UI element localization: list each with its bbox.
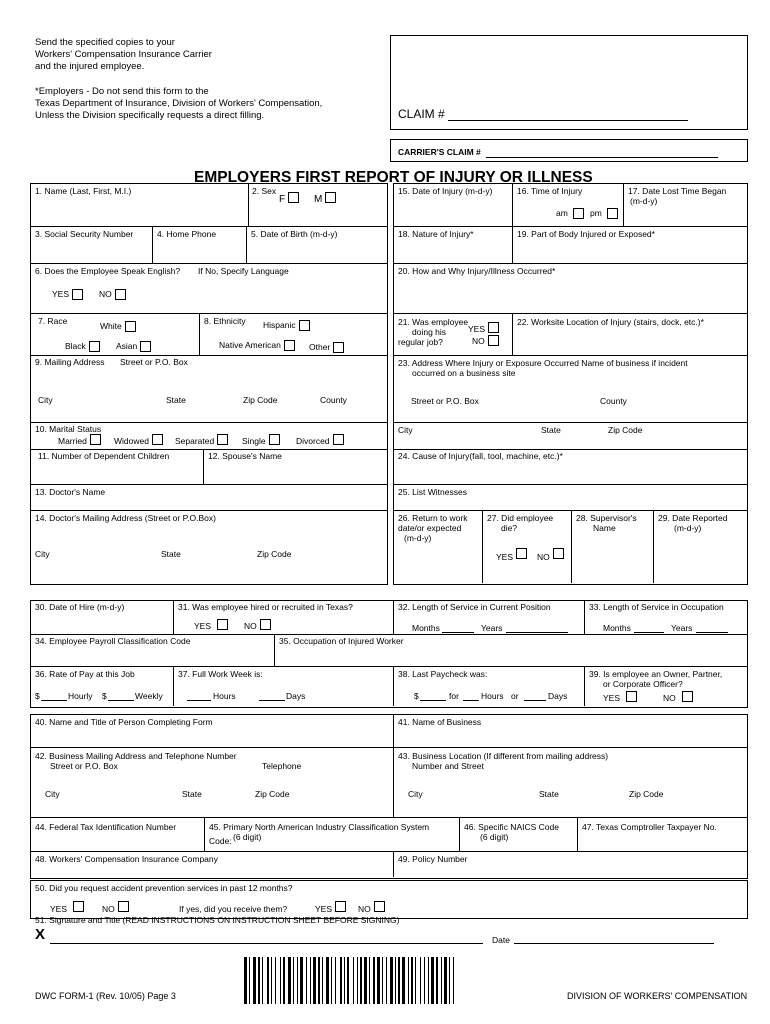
received-no-option[interactable] — [358, 905, 385, 914]
field-14-state-label: State — [161, 549, 181, 559]
field-9-street-label: Street or P.O. Box — [120, 357, 188, 367]
field-47-label: 47. Texas Comptroller Taxpayer No. — [582, 822, 717, 832]
field-50-label: 50. Did you request accident prevention services in past 12 months? — [35, 883, 293, 893]
barcode-bar — [280, 957, 281, 1004]
field-32-months-label: Months — [412, 623, 440, 633]
carriers-claim-label: CARRIER'S CLAIM # — [398, 147, 481, 157]
intro-line-6: Unless the Division specifically requests a direct filling. — [35, 110, 265, 121]
barcode-bar — [306, 957, 307, 1004]
ethnicity-other-option[interactable] — [309, 342, 344, 353]
field-32-years-label: Years — [481, 623, 503, 633]
field-49-label: 49. Policy Number — [398, 854, 468, 864]
marital-divorced-checkbox[interactable] — [333, 434, 344, 445]
barcode-bar — [360, 957, 362, 1004]
hourly-rate-input[interactable] — [41, 700, 67, 701]
barcode-bar — [331, 957, 332, 1004]
field-12-label: 12. Spouse's Name — [208, 451, 282, 461]
field-33-years-label: Years — [671, 623, 693, 633]
hired-texas-no-label: NO — [244, 621, 257, 631]
barcode-bar — [293, 957, 294, 1004]
field-48-label: 48. Workers' Compensation Insurance Company — [35, 854, 218, 864]
ethnicity-hispanic-checkbox[interactable] — [299, 320, 310, 331]
field-46-digits-label: (6 digit) — [480, 832, 509, 842]
field-43-label: 43. Business Location (If different from mailing address) — [398, 751, 609, 761]
barcode-bar — [347, 957, 349, 1004]
received-no-checkbox[interactable] — [374, 901, 385, 912]
barcode-bar — [326, 957, 329, 1004]
barcode-bar — [415, 957, 416, 1004]
time-pm-checkbox[interactable] — [607, 208, 618, 219]
marital-separated-option[interactable] — [175, 437, 228, 446]
field-19-label: 19. Part of Body Injured or Exposed* — [517, 229, 655, 239]
marital-widowed-checkbox[interactable] — [152, 434, 163, 445]
field-23-county-label: County — [600, 396, 627, 406]
hired-texas-yes-label: YES — [194, 621, 212, 631]
field-17-label: 17. Date Lost Time Began — [628, 186, 727, 196]
sex-m-checkbox[interactable] — [325, 192, 336, 203]
race-asian-checkbox[interactable] — [140, 341, 151, 352]
field-24-label: 24. Cause of Injury(fall, tool, machine, etc.)* — [398, 451, 563, 461]
died-no-label: NO — [537, 552, 550, 562]
field-21-label: 21. Was employee — [398, 317, 469, 327]
field-45-digits-label: (6 digit) — [233, 832, 262, 842]
barcode-bar — [382, 957, 383, 1004]
ethnicity-hispanic-option[interactable] — [263, 320, 310, 331]
carriers-claim-input[interactable] — [486, 157, 718, 158]
field-13-label: 13. Doctor's Name — [35, 487, 106, 497]
marital-single-checkbox[interactable] — [269, 434, 280, 445]
signature-x-mark: X — [35, 926, 46, 943]
field-40-label: 40. Name and Title of Person Completing Form — [35, 717, 213, 727]
barcode-bar — [369, 957, 370, 1004]
barcode-bar — [283, 957, 285, 1004]
date-label: Date — [492, 935, 510, 945]
time-pm-label: pm — [590, 207, 602, 218]
sex-f-label: F — [279, 194, 286, 205]
died-no-checkbox[interactable] — [553, 548, 564, 559]
field-26-line3: (m-d-y) — [404, 533, 432, 543]
marital-separated-checkbox[interactable] — [217, 434, 228, 445]
date-input[interactable] — [514, 943, 714, 944]
field-9-label: 9. Mailing Address — [35, 357, 105, 367]
race-asian-option[interactable] — [116, 341, 151, 352]
regular-job-yes-checkbox[interactable] — [488, 322, 499, 333]
barcode-bar — [249, 957, 250, 1004]
race-asian-label: Asian — [116, 340, 138, 351]
died-yes-checkbox[interactable] — [516, 548, 527, 559]
race-black-label: Black — [65, 340, 86, 351]
barcode-bar — [267, 957, 269, 1004]
english-no-checkbox[interactable] — [115, 289, 126, 300]
barcode-bar — [424, 957, 425, 1004]
barcode-bar — [431, 957, 434, 1004]
field-21-line3: regular job? — [398, 337, 443, 347]
field-27-line2: die? — [501, 523, 518, 533]
barcode-bar — [313, 957, 316, 1004]
field-26-line2: date/or expected — [398, 523, 462, 533]
barcode-bar — [402, 957, 405, 1004]
marital-divorced-label: Divorced — [296, 436, 330, 446]
field-14-city-label: City — [35, 549, 50, 559]
field-5-label: 5. Date of Birth (m-d-y) — [251, 229, 338, 239]
field-17-format: (m-d-y) — [630, 196, 658, 206]
field-39-label: 39. Is employee an Owner, Partner, — [589, 669, 723, 679]
division-name: DIVISION OF WORKERS' COMPENSATION — [567, 991, 748, 1001]
barcode-bar — [288, 957, 291, 1004]
marital-single-option[interactable] — [242, 437, 280, 446]
sex-m-label: M — [314, 194, 323, 205]
regular-job-no-checkbox[interactable] — [488, 335, 499, 346]
field-1-label: 1. Name (Last, First, M.I.) — [35, 186, 132, 196]
prevention-no-option[interactable] — [102, 905, 129, 914]
prevention-no-checkbox[interactable] — [118, 901, 129, 912]
time-am-checkbox[interactable] — [573, 208, 584, 219]
time-am-label: am — [556, 207, 568, 218]
barcode-bar — [353, 957, 354, 1004]
hired-texas-no-checkbox[interactable] — [260, 619, 271, 630]
barcode-bar — [258, 957, 260, 1004]
ethnicity-other-label: Other — [309, 341, 331, 352]
weekly-rate-input[interactable] — [108, 700, 134, 701]
marital-married-option[interactable] — [58, 437, 101, 446]
field-29-line2: (m-d-y) — [674, 523, 702, 533]
hired-texas-yes-checkbox[interactable] — [217, 619, 228, 630]
field-23-label: 23. Address Where Injury or Exposure Occurred Name of business if incident — [398, 358, 688, 368]
paycheck-for-label: for — [449, 691, 459, 701]
field-32-label: 32. Length of Service in Current Position — [398, 602, 551, 612]
field-45-code-label: Code: — [209, 836, 232, 846]
barcode-bar — [453, 957, 454, 1004]
field-39-line2: or Corporate Officer? — [603, 679, 683, 689]
regular-job-no-label: NO — [472, 336, 485, 346]
field-34-label: 34. Employee Payroll Classification Code — [35, 636, 191, 646]
barcode-bar — [395, 957, 396, 1004]
barcode-bar — [449, 957, 450, 1004]
barcode-bar — [411, 957, 413, 1004]
field-42-label: 42. Business Mailing Address and Telephone Number — [35, 751, 237, 761]
barcode-bar — [262, 957, 263, 1004]
field-23-state-label: State — [541, 425, 561, 435]
barcode-bar — [253, 957, 256, 1004]
field-23-street-label: Street or P.O. Box — [411, 396, 479, 406]
marital-married-label: Married — [58, 436, 87, 446]
field-33-years-input[interactable] — [696, 632, 728, 633]
owner-yes-option[interactable] — [603, 694, 637, 703]
intro-line-2: Workers' Compensation Insurance Carrier — [35, 49, 212, 60]
field-33-label: 33. Length of Service in Occupation — [589, 602, 724, 612]
weekly-label: Weekly — [135, 691, 163, 701]
ethnicity-native-checkbox[interactable] — [284, 340, 295, 351]
field-27-label: 27. Did employee — [487, 513, 554, 523]
died-no-option[interactable] — [537, 553, 564, 562]
barcode-bar — [398, 957, 400, 1004]
regular-job-yes-option[interactable] — [468, 325, 499, 334]
barcode-bar — [377, 957, 380, 1004]
barcode-bar — [244, 957, 247, 1004]
barcode-bar — [357, 957, 358, 1004]
field-50-received-label: If yes, did you receive them? — [179, 904, 288, 914]
field-42-phone-label: Telephone — [262, 761, 302, 771]
dollar-sign-hourly: $ — [35, 691, 40, 701]
race-white-option[interactable] — [100, 321, 136, 332]
field-22-label: 22. Worksite Location of Injury (stairs, dock, etc.)* — [517, 317, 704, 327]
field-23-zip-label: Zip Code — [608, 425, 643, 435]
race-black-checkbox[interactable] — [89, 341, 100, 352]
field-14-zip-label: Zip Code — [257, 549, 292, 559]
barcode-bar — [340, 957, 342, 1004]
time-am-option[interactable] — [556, 208, 584, 219]
field-7-label: 7. Race — [38, 316, 68, 326]
ethnicity-hispanic-label: Hispanic — [263, 319, 296, 330]
barcode-bar — [344, 957, 345, 1004]
barcode-bar — [364, 957, 367, 1004]
paycheck-days-input[interactable] — [524, 700, 546, 701]
received-yes-option[interactable] — [315, 905, 346, 914]
signature-input[interactable] — [50, 943, 483, 944]
field-16-label: 16. Time of Injury — [517, 186, 583, 196]
field-42-state-label: State — [182, 789, 202, 799]
sex-f-checkbox[interactable] — [288, 192, 299, 203]
field-23-city-label: City — [398, 425, 413, 435]
field-32-years-input[interactable] — [506, 632, 568, 633]
field-38-label: 38. Last Paycheck was: — [398, 669, 488, 679]
barcode-bar — [420, 957, 421, 1004]
barcode-bar — [297, 957, 298, 1004]
intro-line-3: and the injured employee. — [35, 61, 145, 72]
marital-single-label: Single — [242, 436, 266, 446]
field-15-label: 15. Date of Injury (m-d-y) — [398, 186, 493, 196]
field-9-county-label: County — [320, 395, 347, 405]
intro-line-1: Send the specified copies to your — [35, 37, 175, 48]
received-yes-label: YES — [315, 904, 333, 914]
barcode-bar — [271, 957, 272, 1004]
paycheck-hours-input[interactable] — [463, 700, 479, 701]
employee-section — [30, 183, 388, 585]
field-28-label: 28. Supervisor's — [576, 513, 637, 523]
barcode-bar — [390, 957, 393, 1004]
english-yes-option[interactable] — [52, 289, 83, 300]
english-no-option[interactable] — [99, 289, 126, 300]
field-6-label: 6. Does the Employee Speak English? — [35, 266, 181, 276]
field-32-months-input[interactable] — [442, 632, 474, 633]
field-43-zip-label: Zip Code — [629, 789, 664, 799]
dollar-sign-paycheck: $ — [414, 691, 419, 701]
field-28-line2: Name — [593, 523, 616, 533]
barcode-bar — [275, 957, 276, 1004]
paycheck-amount-input[interactable] — [420, 700, 446, 701]
owner-yes-checkbox[interactable] — [626, 691, 637, 702]
barcode — [244, 957, 544, 1004]
sex-f-option[interactable] — [279, 194, 299, 205]
field-37-label: 37. Full Work Week is: — [178, 669, 263, 679]
race-white-checkbox[interactable] — [125, 321, 136, 332]
prevention-yes-label: YES — [50, 904, 68, 914]
field-11-label: 11. Number of Dependent Children — [38, 451, 170, 461]
barcode-bar — [310, 957, 311, 1004]
field-26-label: 26. Return to work — [398, 513, 468, 523]
ethnicity-native-option[interactable] — [219, 340, 295, 351]
owner-no-label: NO — [663, 693, 676, 703]
regular-job-no-option[interactable] — [472, 337, 499, 346]
died-yes-option[interactable] — [496, 553, 527, 562]
field-46-label: 46. Specific NAICS Code — [464, 822, 559, 832]
field-33-months-label: Months — [603, 623, 631, 633]
barcode-bar — [408, 957, 409, 1004]
work-week-hours-input[interactable] — [187, 700, 211, 701]
form-id: DWC FORM-1 (Rev. 10/05) Page 3 — [35, 991, 176, 1001]
field-45-label: 45. Primary North American Industry Classification System — [209, 822, 430, 832]
field-42-city-label: City — [45, 789, 60, 799]
field-51-label: 51. Signature and Title (READ INSTRUCTIONS ON INSTRUCTION SHEET BEFORE SIGNING) — [35, 915, 400, 925]
barcode-bar — [444, 957, 447, 1004]
ethnicity-other-checkbox[interactable] — [333, 342, 344, 353]
race-white-label: White — [100, 320, 122, 331]
regular-job-yes-label: YES — [468, 324, 486, 334]
field-29-label: 29. Date Reported — [658, 513, 728, 523]
field-36-label: 36. Rate of Pay at this Job — [35, 669, 135, 679]
english-yes-checkbox[interactable] — [72, 289, 83, 300]
claim-label: CLAIM # — [398, 107, 445, 121]
barcode-bar — [318, 957, 320, 1004]
field-44-label: 44. Federal Tax Identification Number — [35, 822, 177, 832]
hired-texas-yes-option[interactable] — [194, 622, 228, 631]
field-21-line2: doing his — [412, 327, 447, 337]
intro-line-4: *Employers - Do not send this form to the — [35, 86, 209, 97]
field-3-label: 3. Social Security Number — [35, 229, 134, 239]
received-yes-checkbox[interactable] — [335, 901, 346, 912]
field-33-months-input[interactable] — [634, 632, 664, 633]
barcode-bar — [335, 957, 336, 1004]
field-10-label: 10. Marital Status — [35, 424, 102, 434]
race-black-option[interactable] — [65, 341, 100, 352]
field-4-label: 4. Home Phone — [157, 229, 217, 239]
field-9-zip-label: Zip Code — [243, 395, 278, 405]
field-20-label: 20. How and Why Injury/Illness Occurred* — [398, 266, 556, 276]
form-title: EMPLOYERS FIRST REPORT OF INJURY OR ILLNESS — [194, 169, 593, 186]
field-31-label: 31. Was employee hired or recruited in Texas? — [178, 602, 353, 612]
work-week-days-input[interactable] — [259, 700, 285, 701]
hired-texas-no-option[interactable] — [244, 622, 271, 631]
field-8-label: 8. Ethnicity — [204, 316, 246, 326]
ethnicity-native-label: Native American — [219, 339, 281, 350]
dollar-sign-weekly: $ — [102, 691, 107, 701]
marital-widowed-label: Widowed — [114, 436, 149, 446]
barcode-bar — [441, 957, 442, 1004]
field-23-line2: occurred on a business site — [412, 368, 516, 378]
paycheck-days-label: Days — [548, 691, 568, 701]
field-41-label: 41. Name of Business — [398, 717, 482, 727]
sex-m-option[interactable] — [314, 194, 336, 205]
prevention-no-label: NO — [102, 904, 115, 914]
field-14-label: 14. Doctor's Mailing Address (Street or P.O.Box) — [35, 513, 216, 523]
field-6-language-label: If No, Specify Language — [198, 266, 289, 276]
english-no-label: NO — [99, 288, 112, 299]
claim-number-input[interactable] — [448, 120, 688, 121]
field-18-label: 18. Nature of Injury* — [398, 229, 474, 239]
marital-married-checkbox[interactable] — [90, 434, 101, 445]
barcode-bar — [386, 957, 387, 1004]
hourly-label: Hourly — [68, 691, 93, 701]
intro-line-5: Texas Department of Insurance, Division of Workers' Compensation, — [35, 98, 323, 109]
field-43-state-label: State — [539, 789, 559, 799]
field-30-label: 30. Date of Hire (m-d-y) — [35, 602, 125, 612]
marital-widowed-option[interactable] — [114, 437, 163, 446]
prevention-yes-option[interactable] — [50, 905, 84, 914]
barcode-bar — [322, 957, 323, 1004]
english-yes-label: YES — [52, 288, 70, 299]
paycheck-hours-label: Hours — [481, 691, 504, 701]
received-no-label: NO — [358, 904, 371, 914]
field-42-street-label: Street or P.O. Box — [50, 761, 118, 771]
field-42-zip-label: Zip Code — [255, 789, 290, 799]
died-yes-label: YES — [496, 552, 514, 562]
barcode-bar — [373, 957, 375, 1004]
field-9-state-label: State — [166, 395, 186, 405]
field-25-label: 25. List Witnesses — [398, 487, 467, 497]
time-pm-option[interactable] — [590, 208, 618, 219]
barcode-bar — [436, 957, 438, 1004]
field-43-city-label: City — [408, 789, 423, 799]
barcode-bar — [300, 957, 303, 1004]
work-week-days-label: Days — [286, 691, 306, 701]
work-week-hours-label: Hours — [213, 691, 236, 701]
prevention-yes-checkbox[interactable] — [73, 901, 84, 912]
marital-divorced-option[interactable] — [296, 437, 344, 446]
field-35-label: 35. Occupation of Injured Worker — [279, 636, 404, 646]
field-43-street-label: Number and Street — [412, 761, 484, 771]
field-2-label: 2. Sex — [252, 186, 277, 196]
marital-separated-label: Separated — [175, 436, 215, 446]
paycheck-or-label: or — [511, 691, 519, 701]
owner-no-option[interactable] — [663, 694, 693, 703]
owner-yes-label: YES — [603, 693, 621, 703]
owner-no-checkbox[interactable] — [682, 691, 693, 702]
field-9-city-label: City — [38, 395, 53, 405]
barcode-bar — [428, 957, 429, 1004]
